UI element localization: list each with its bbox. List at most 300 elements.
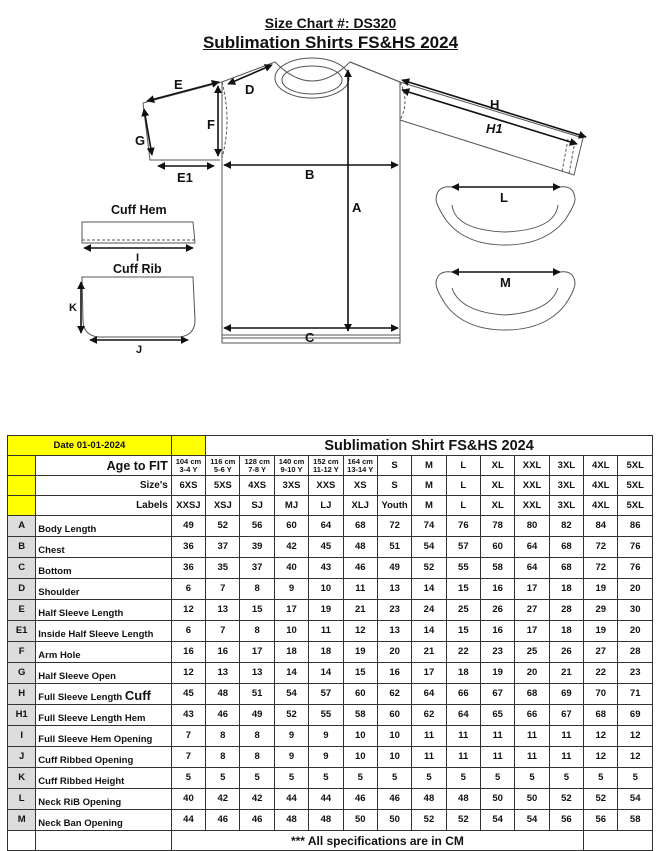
age-cell bbox=[309, 456, 343, 476]
measure-value: 16 bbox=[171, 642, 205, 663]
measure-name-text: Neck RiB Opening bbox=[38, 797, 122, 808]
measure-value: 62 bbox=[412, 705, 446, 726]
age-cell bbox=[515, 456, 549, 476]
measure-value: 17 bbox=[412, 663, 446, 684]
age-cell bbox=[240, 456, 274, 476]
measure-value: 11 bbox=[446, 747, 480, 768]
measure-value: 17 bbox=[274, 600, 308, 621]
label-K: K bbox=[69, 302, 77, 314]
label-H1: H1 bbox=[486, 121, 503, 136]
measure-value: 20 bbox=[377, 642, 411, 663]
measure-value: 48 bbox=[343, 537, 377, 558]
measure-value: 13 bbox=[377, 621, 411, 642]
measure-value: 46 bbox=[343, 558, 377, 579]
measure-value: 42 bbox=[274, 537, 308, 558]
measure-value: 9 bbox=[274, 747, 308, 768]
measure-value: 10 bbox=[343, 726, 377, 747]
measure-value: 50 bbox=[481, 789, 515, 810]
measure-value: 14 bbox=[309, 663, 343, 684]
measure-value: 23 bbox=[377, 600, 411, 621]
age-cm: 140 cm bbox=[278, 456, 305, 466]
measure-value: 46 bbox=[343, 789, 377, 810]
measure-value: 30 bbox=[618, 600, 653, 621]
measure-value: 12 bbox=[171, 663, 205, 684]
measure-value: 22 bbox=[584, 663, 618, 684]
measure-value: 21 bbox=[343, 600, 377, 621]
label-E1: E1 bbox=[177, 170, 193, 185]
size-label-cell: XSJ bbox=[206, 496, 240, 516]
measure-value: 15 bbox=[446, 621, 480, 642]
measure-name bbox=[36, 600, 171, 621]
measure-value: 64 bbox=[515, 558, 549, 579]
size-label-cell: XLJ bbox=[343, 496, 377, 516]
measure-value: 36 bbox=[171, 537, 205, 558]
label-M: M bbox=[500, 275, 511, 290]
table-row bbox=[8, 579, 653, 600]
measure-value: 5 bbox=[274, 768, 308, 789]
table-row bbox=[8, 726, 653, 747]
measure-value: 10 bbox=[377, 726, 411, 747]
right-sleeve-outline bbox=[350, 62, 583, 175]
measure-value: 13 bbox=[240, 663, 274, 684]
measure-value: 11 bbox=[515, 747, 549, 768]
size-cell: L bbox=[446, 476, 480, 496]
measure-value: 46 bbox=[377, 789, 411, 810]
measure-value: 11 bbox=[481, 747, 515, 768]
size-cell: M bbox=[412, 476, 446, 496]
label-H: H bbox=[490, 97, 500, 112]
measure-value: 65 bbox=[481, 705, 515, 726]
size-label-cell: MJ bbox=[274, 496, 308, 516]
measure-value: 72 bbox=[584, 537, 618, 558]
measure-name-text: Inside Half Sleeve Length bbox=[38, 629, 154, 640]
measure-name bbox=[36, 537, 171, 558]
measure-value: 9 bbox=[274, 726, 308, 747]
measure-name bbox=[36, 789, 171, 810]
measure-value: 49 bbox=[240, 705, 274, 726]
table-row bbox=[8, 663, 653, 684]
measure-value: 5 bbox=[377, 768, 411, 789]
measure-value: 12 bbox=[584, 726, 618, 747]
table-row bbox=[8, 642, 653, 663]
measure-name-text: Shoulder bbox=[38, 587, 80, 598]
measure-value: 25 bbox=[446, 600, 480, 621]
age-years: 7-8 Y bbox=[248, 464, 267, 474]
size-cell: XL bbox=[481, 476, 515, 496]
measure-letter: B bbox=[8, 537, 36, 558]
measure-name bbox=[36, 642, 171, 663]
measure-value: 11 bbox=[481, 726, 515, 747]
measure-value: 17 bbox=[515, 579, 549, 600]
measure-value: 16 bbox=[481, 621, 515, 642]
age-years: 5-6 Y bbox=[213, 464, 232, 474]
table-row bbox=[8, 558, 653, 579]
measure-value: 25 bbox=[515, 642, 549, 663]
measure-name-text: Full Sleeve Length Hem bbox=[38, 713, 146, 724]
label-C: C bbox=[305, 330, 315, 345]
measure-value: 16 bbox=[206, 642, 240, 663]
measure-name-text: Full Sleeve Hem Opening bbox=[38, 734, 153, 745]
measure-value: 14 bbox=[274, 663, 308, 684]
measure-value: 52 bbox=[274, 705, 308, 726]
measure-value: 19 bbox=[481, 663, 515, 684]
measure-value: 52 bbox=[412, 558, 446, 579]
measure-value: 11 bbox=[549, 747, 583, 768]
measure-value: 57 bbox=[446, 537, 480, 558]
measure-letter: L bbox=[8, 789, 36, 810]
shirt-body-outline bbox=[222, 62, 400, 343]
footer-blank-right bbox=[584, 831, 653, 851]
size-cell: 3XS bbox=[274, 476, 308, 496]
label-F: F bbox=[207, 117, 215, 132]
measure-value: 50 bbox=[377, 810, 411, 831]
measure-value: 37 bbox=[240, 558, 274, 579]
measure-value: 48 bbox=[309, 810, 343, 831]
size-cell: 5XS bbox=[206, 476, 240, 496]
measure-letter: G bbox=[8, 663, 36, 684]
measure-value: 18 bbox=[446, 663, 480, 684]
measure-value: 8 bbox=[240, 579, 274, 600]
size-cell: XXS bbox=[309, 476, 343, 496]
measure-value: 5 bbox=[309, 768, 343, 789]
measure-value: 84 bbox=[584, 516, 618, 537]
size-cell: 4XL bbox=[584, 476, 618, 496]
measure-value: 18 bbox=[549, 621, 583, 642]
measure-value: 11 bbox=[343, 579, 377, 600]
measure-value: 6 bbox=[171, 621, 205, 642]
measure-name-text: Cuff Ribbed Opening bbox=[38, 755, 134, 766]
age-yellow-cell bbox=[8, 456, 36, 476]
measure-value: 9 bbox=[309, 747, 343, 768]
labels-label: Labels bbox=[36, 496, 171, 516]
measure-value: 26 bbox=[481, 600, 515, 621]
measure-name bbox=[36, 768, 171, 789]
label-A: A bbox=[352, 200, 362, 215]
measure-value: 5 bbox=[446, 768, 480, 789]
table-row bbox=[8, 768, 653, 789]
measure-value: 24 bbox=[412, 600, 446, 621]
measure-value: 45 bbox=[171, 684, 205, 705]
measure-value: 9 bbox=[274, 579, 308, 600]
measure-letter: F bbox=[8, 642, 36, 663]
measure-value: 19 bbox=[343, 642, 377, 663]
measure-value: 12 bbox=[171, 600, 205, 621]
measure-name bbox=[36, 684, 171, 705]
measure-value: 12 bbox=[618, 726, 653, 747]
measure-value: 8 bbox=[206, 726, 240, 747]
measure-value: 44 bbox=[274, 789, 308, 810]
measure-value: 18 bbox=[274, 642, 308, 663]
measure-value: 17 bbox=[240, 642, 274, 663]
size-cell: XXL bbox=[515, 476, 549, 496]
age-cm: 3XL bbox=[557, 459, 576, 471]
measure-value: 5 bbox=[343, 768, 377, 789]
table-row bbox=[8, 516, 653, 537]
measure-value: 13 bbox=[206, 600, 240, 621]
measure-name bbox=[36, 516, 171, 537]
sizes-label: Size's bbox=[36, 476, 171, 496]
size-cell: XS bbox=[343, 476, 377, 496]
measure-letter: E1 bbox=[8, 621, 36, 642]
measure-value: 23 bbox=[481, 642, 515, 663]
measure-letter: H bbox=[8, 684, 36, 705]
measure-value: 80 bbox=[515, 516, 549, 537]
age-cell bbox=[274, 456, 308, 476]
measure-value: 19 bbox=[309, 600, 343, 621]
measure-value: 5 bbox=[171, 768, 205, 789]
measure-value: 43 bbox=[171, 705, 205, 726]
measure-value: 16 bbox=[481, 579, 515, 600]
measure-value: 10 bbox=[377, 747, 411, 768]
measure-value: 68 bbox=[515, 684, 549, 705]
measure-value: 50 bbox=[343, 810, 377, 831]
measure-value: 42 bbox=[240, 789, 274, 810]
age-cm: 128 cm bbox=[244, 456, 270, 466]
measure-value: 10 bbox=[343, 747, 377, 768]
measure-value: 40 bbox=[171, 789, 205, 810]
size-label-cell: 3XL bbox=[549, 496, 583, 516]
age-label: Age to FIT bbox=[36, 456, 171, 476]
measure-name bbox=[36, 726, 171, 747]
measure-value: 9 bbox=[309, 726, 343, 747]
measure-value: 15 bbox=[446, 579, 480, 600]
measure-value: 54 bbox=[515, 810, 549, 831]
measure-value: 68 bbox=[584, 705, 618, 726]
measure-value: 60 bbox=[481, 537, 515, 558]
measure-value: 7 bbox=[171, 747, 205, 768]
label-L: L bbox=[500, 190, 508, 205]
measure-value: 21 bbox=[549, 663, 583, 684]
measure-value: 40 bbox=[274, 558, 308, 579]
label-E: E bbox=[174, 77, 183, 92]
measure-name-text: Neck Ban Opening bbox=[38, 818, 123, 829]
measure-value: 67 bbox=[481, 684, 515, 705]
measure-name-suffix: Cuff bbox=[124, 688, 151, 703]
size-yellow-cell bbox=[8, 476, 36, 496]
measure-value: 54 bbox=[618, 789, 653, 810]
measure-value: 51 bbox=[240, 684, 274, 705]
measure-value: 15 bbox=[343, 663, 377, 684]
label-I: I bbox=[136, 252, 140, 264]
size-label-cell: Youth bbox=[377, 496, 411, 516]
measure-value: 12 bbox=[618, 747, 653, 768]
measure-name bbox=[36, 705, 171, 726]
label-J: J bbox=[136, 344, 143, 356]
measure-value: 11 bbox=[515, 726, 549, 747]
size-cell: S bbox=[377, 476, 411, 496]
measure-value: 54 bbox=[481, 810, 515, 831]
measure-value: 71 bbox=[618, 684, 653, 705]
size-chart-table-container bbox=[7, 435, 653, 851]
measure-name bbox=[36, 747, 171, 768]
measure-value: 10 bbox=[309, 579, 343, 600]
measure-value: 28 bbox=[618, 642, 653, 663]
measure-value: 27 bbox=[584, 642, 618, 663]
label-G: G bbox=[135, 133, 146, 148]
date-cell: Date 01-01-2024 bbox=[8, 436, 172, 456]
table-row bbox=[8, 600, 653, 621]
product-title: Sublimation Shirts FS&HS 2024 bbox=[202, 33, 459, 52]
measure-value: 64 bbox=[309, 516, 343, 537]
measure-value: 14 bbox=[412, 579, 446, 600]
measure-value: 51 bbox=[377, 537, 411, 558]
measure-value: 69 bbox=[618, 705, 653, 726]
table-row bbox=[8, 789, 653, 810]
size-cell: 5XL bbox=[618, 476, 653, 496]
measure-value: 60 bbox=[274, 516, 308, 537]
age-cm: 5XL bbox=[626, 459, 644, 471]
measure-value: 64 bbox=[446, 705, 480, 726]
measure-value: 50 bbox=[515, 789, 549, 810]
cuff-rib-outline bbox=[82, 277, 195, 337]
footer-note: *** All specifications are in CM bbox=[171, 831, 583, 851]
age-cell bbox=[377, 456, 411, 476]
age-cm: 164 cm bbox=[347, 456, 373, 466]
measure-name-text: Arm Hole bbox=[38, 650, 81, 661]
measure-value: 14 bbox=[412, 621, 446, 642]
measure-letter: K bbox=[8, 768, 36, 789]
measure-value: 12 bbox=[343, 621, 377, 642]
measure-value: 19 bbox=[584, 621, 618, 642]
age-cm: XL bbox=[491, 459, 504, 471]
label-D: D bbox=[245, 82, 255, 97]
age-cell bbox=[412, 456, 446, 476]
measure-value: 20 bbox=[618, 621, 653, 642]
footer-row bbox=[8, 831, 653, 851]
measure-name bbox=[36, 579, 171, 600]
measure-value: 28 bbox=[549, 600, 583, 621]
measure-name-text: Bottom bbox=[38, 566, 72, 577]
measure-value: 16 bbox=[377, 663, 411, 684]
measure-value: 56 bbox=[584, 810, 618, 831]
measure-value: 57 bbox=[309, 684, 343, 705]
measure-value: 11 bbox=[309, 621, 343, 642]
measure-value: 39 bbox=[240, 537, 274, 558]
age-cell bbox=[343, 456, 377, 476]
measure-value: 68 bbox=[343, 516, 377, 537]
measure-value: 5 bbox=[584, 768, 618, 789]
measure-value: 64 bbox=[515, 537, 549, 558]
measure-letter: D bbox=[8, 579, 36, 600]
measure-letter: H1 bbox=[8, 705, 36, 726]
measure-value: 44 bbox=[309, 789, 343, 810]
measure-value: 17 bbox=[515, 621, 549, 642]
measure-value: 49 bbox=[377, 558, 411, 579]
measure-value: 70 bbox=[584, 684, 618, 705]
measure-value: 68 bbox=[549, 558, 583, 579]
measure-value: 10 bbox=[274, 621, 308, 642]
measure-value: 8 bbox=[240, 747, 274, 768]
measure-value: 60 bbox=[377, 705, 411, 726]
measure-value: 56 bbox=[240, 516, 274, 537]
measure-value: 62 bbox=[377, 684, 411, 705]
age-cell bbox=[481, 456, 515, 476]
measure-value: 15 bbox=[240, 600, 274, 621]
measure-value: 52 bbox=[412, 810, 446, 831]
measure-value: 5 bbox=[206, 768, 240, 789]
measure-value: 11 bbox=[412, 726, 446, 747]
age-years: 3-4 Y bbox=[179, 464, 198, 474]
age-cm: 104 cm bbox=[175, 456, 202, 466]
measure-value: 7 bbox=[206, 579, 240, 600]
measure-value: 5 bbox=[240, 768, 274, 789]
measure-value: 48 bbox=[274, 810, 308, 831]
size-label-cell: L bbox=[446, 496, 480, 516]
measure-value: 42 bbox=[206, 789, 240, 810]
age-cm: 116 cm bbox=[210, 456, 236, 466]
measure-value: 18 bbox=[309, 642, 343, 663]
measure-value: 29 bbox=[584, 600, 618, 621]
measure-name-text: Chest bbox=[38, 545, 65, 556]
measure-value: 58 bbox=[618, 810, 653, 831]
measure-value: 11 bbox=[446, 726, 480, 747]
age-years: 13-14 Y bbox=[347, 464, 374, 474]
age-years: 11-12 Y bbox=[313, 464, 339, 474]
cuff-hem-label: Cuff Hem bbox=[111, 203, 167, 217]
cuff-rib-label: Cuff Rib bbox=[113, 262, 162, 276]
measure-value: 5 bbox=[618, 768, 653, 789]
measure-value: 55 bbox=[446, 558, 480, 579]
age-cm: S bbox=[391, 459, 398, 471]
measure-letter: E bbox=[8, 600, 36, 621]
measure-value: 23 bbox=[618, 663, 653, 684]
age-cell bbox=[171, 456, 205, 476]
measure-value: 49 bbox=[171, 516, 205, 537]
measure-letter: M bbox=[8, 810, 36, 831]
size-label-cell: M bbox=[412, 496, 446, 516]
size-cell: 4XS bbox=[240, 476, 274, 496]
measure-value: 69 bbox=[549, 684, 583, 705]
measure-value: 46 bbox=[206, 810, 240, 831]
measure-value: 67 bbox=[549, 705, 583, 726]
measure-value: 55 bbox=[309, 705, 343, 726]
measure-value: 45 bbox=[309, 537, 343, 558]
measure-value: 76 bbox=[618, 558, 653, 579]
measure-value: 43 bbox=[309, 558, 343, 579]
measure-name bbox=[36, 558, 171, 579]
size-label-cell: SJ bbox=[240, 496, 274, 516]
size-label-cell: 5XL bbox=[618, 496, 653, 516]
measure-name-text: Cuff Ribbed Height bbox=[38, 776, 125, 787]
measure-value: 48 bbox=[412, 789, 446, 810]
collar-outline bbox=[275, 58, 349, 98]
measure-value: 60 bbox=[343, 684, 377, 705]
measure-value: 66 bbox=[446, 684, 480, 705]
measure-value: 7 bbox=[171, 726, 205, 747]
age-cell bbox=[549, 456, 583, 476]
measure-value: 54 bbox=[274, 684, 308, 705]
date-spacer bbox=[171, 436, 205, 456]
measure-value: 58 bbox=[481, 558, 515, 579]
size-chart-table bbox=[7, 435, 653, 851]
age-years: 9-10 Y bbox=[280, 464, 303, 474]
measure-value: 8 bbox=[240, 726, 274, 747]
measure-value: 5 bbox=[549, 768, 583, 789]
age-cm: 152 cm bbox=[313, 456, 339, 466]
measure-value: 68 bbox=[549, 537, 583, 558]
measure-name-text: Half Sleeve Open bbox=[38, 671, 116, 682]
measure-value: 74 bbox=[412, 516, 446, 537]
measure-value: 48 bbox=[446, 789, 480, 810]
measure-value: 5 bbox=[515, 768, 549, 789]
measure-name bbox=[36, 621, 171, 642]
age-cm: L bbox=[460, 459, 467, 471]
measure-value: 5 bbox=[481, 768, 515, 789]
measure-value: 52 bbox=[206, 516, 240, 537]
measure-value: 6 bbox=[171, 579, 205, 600]
measure-value: 11 bbox=[549, 726, 583, 747]
label-B: B bbox=[305, 167, 315, 182]
